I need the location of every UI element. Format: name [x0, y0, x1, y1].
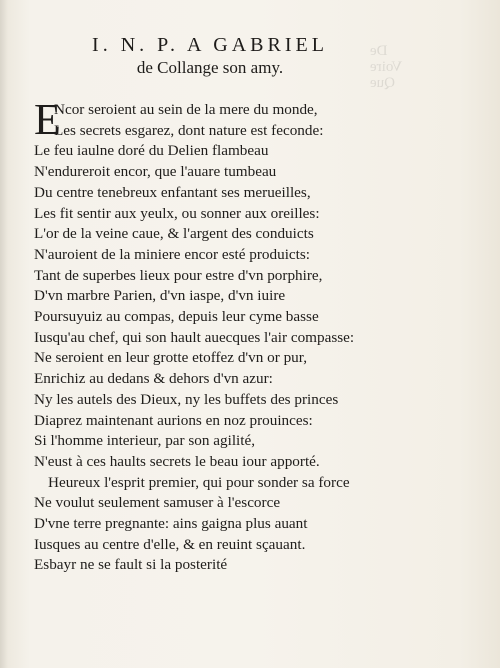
poem-line: Heureux l'esprit premier, qui pour sonder sa force — [48, 473, 350, 491]
poem-line: Iusqu'au chef, qui son hault auecques l'air compasse: — [34, 328, 355, 346]
poem-line: Poursuyuiz au compas, depuis leur cyme basse — [34, 308, 319, 326]
poem-line: N'endureroit encor, que l'auare tumbeau — [34, 163, 277, 181]
poem-line: N'eust à ces haults secrets le beau iour apporté. — [34, 452, 320, 470]
poem-line: D'vne terre pregnante: ains gaigna plus auant — [34, 515, 308, 533]
poem-line: Si l'homme interieur, par son agilité, — [34, 432, 256, 450]
poem-line: Les secrets esgarez, dont nature est feconde: — [54, 121, 324, 139]
poem-line: Du centre tenebreux enfantant ses merueilles, — [34, 183, 311, 201]
heading-dedication: de Collange son amy. — [136, 58, 284, 77]
poem-line: Diaprez maintenant aurions en noz prouinces: — [34, 411, 313, 429]
poem-line: D'vn marbre Parien, d'vn iaspe, d'vn iuire — [34, 287, 286, 305]
poem-line: Les fit sentir aux yeulx, ou sonner aux oreilles: — [34, 204, 320, 222]
poem-line: Tant de superbes lieux pour estre d'vn porphire, — [34, 266, 323, 284]
gutter-shadow — [0, 0, 8, 668]
poem-line: Ne voulut seulement samuser à l'escorce — [34, 494, 281, 512]
show-through-text: De — [370, 43, 388, 59]
heading-title: I. N. P. A GABRIEL — [92, 34, 328, 56]
poem-line: Iusques au centre d'elle, & en reuint sçauant. — [34, 535, 306, 553]
show-through-text: Que — [370, 75, 395, 91]
show-through-text: Voire — [370, 59, 403, 75]
drop-cap: E — [34, 95, 61, 144]
poem-line: Ne seroient en leur grotte etoffez d'vn or pur, — [34, 349, 308, 367]
poem-line: Enrichiz au dedans & dehors d'vn azur: — [34, 370, 273, 388]
poem-body — [34, 95, 454, 576]
poem-line: N'auroient de la miniere encor esté produicts: — [34, 245, 311, 263]
poem-line: L'or de la veine caue, & l'argent des conduicts — [34, 225, 314, 243]
poem-line: Esbayr ne se fault si la posterité — [34, 556, 228, 574]
poem-line: Ny les autels des Dieux, ny les buffets des princes — [34, 390, 339, 408]
poem-line: Ncor seroient au sein de la mere du monde, — [54, 101, 318, 118]
poem-line: Le feu iaulne doré du Delien flambeau — [34, 142, 269, 160]
